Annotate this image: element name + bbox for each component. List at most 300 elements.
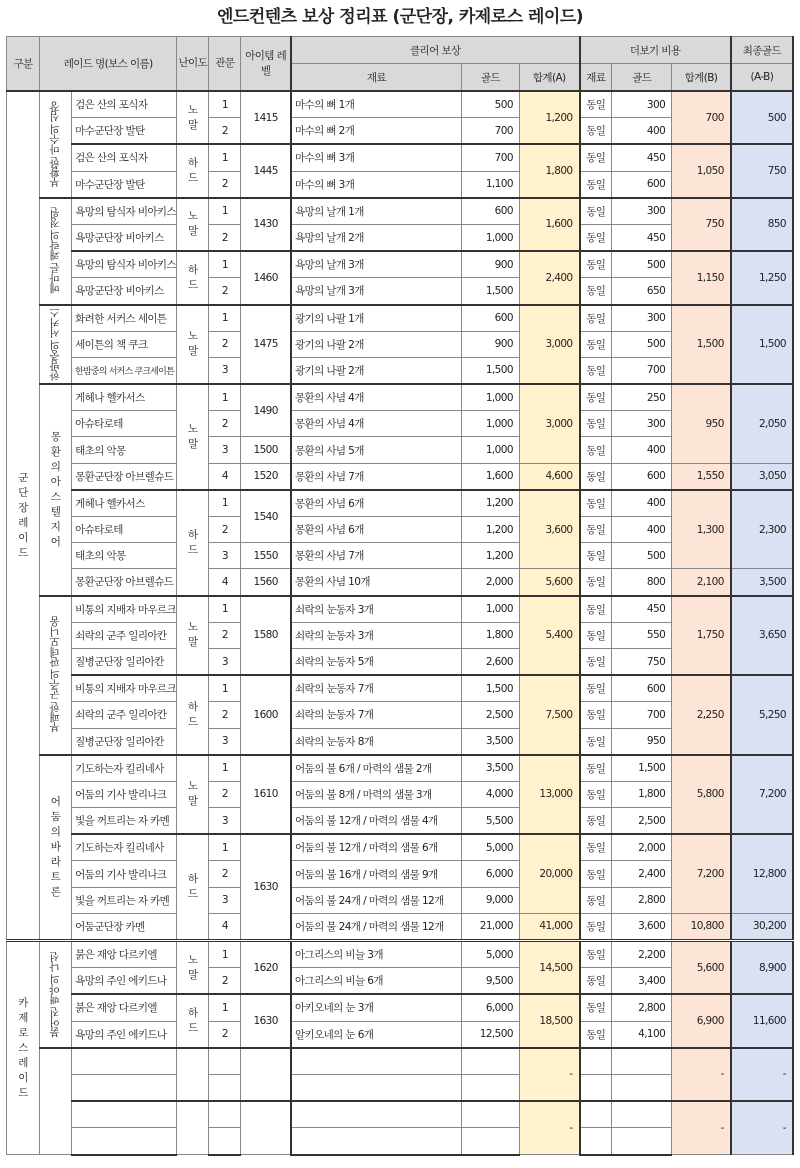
more-gold-cell: 950	[612, 728, 672, 755]
more-gold-cell	[612, 1074, 672, 1101]
more-gold-cell: 700	[612, 702, 672, 728]
more-material-cell: 동일	[580, 596, 612, 623]
boss-name: 쇠락의 군주 일리아칸	[72, 702, 177, 728]
item-level-cell: 1415	[241, 91, 291, 144]
difficulty-cell	[177, 305, 209, 385]
difficulty-label: 노말	[188, 103, 198, 131]
more-material-cell: 동일	[580, 887, 612, 913]
difficulty-label: 노말	[188, 330, 198, 358]
gold-cell: 4,000	[461, 781, 519, 807]
raid-name: 어둠의 바라트론	[50, 795, 61, 898]
table-row	[7, 1048, 794, 1075]
material-cell: 몽환의 사념 6개	[291, 517, 461, 543]
difficulty-label: 노말	[188, 422, 198, 450]
gate-cell: 1	[209, 596, 241, 623]
gate-cell: 3	[209, 887, 241, 913]
material-cell: 쇠락의 눈동자 7개	[291, 702, 461, 728]
final-gold-cell: -	[731, 1048, 793, 1101]
final-gold-cell: 5,250	[731, 675, 793, 755]
gold-cell: 900	[461, 251, 519, 278]
gate-cell	[209, 1074, 241, 1101]
material-cell	[291, 1128, 461, 1155]
gate-cell: 1	[209, 675, 241, 702]
gate-cell: 1	[209, 144, 241, 171]
more-gold-cell: 700	[612, 357, 672, 384]
table-row	[7, 384, 794, 411]
sum-b-cell: 750	[672, 198, 731, 251]
item-level-cell: 1560	[241, 569, 291, 596]
gate-cell: 2	[209, 622, 241, 648]
more-material-cell: 동일	[580, 171, 612, 198]
table-row	[7, 305, 794, 332]
gate-cell: 3	[209, 357, 241, 384]
final-gold-cell: 3,050	[731, 463, 793, 490]
table-row	[7, 198, 794, 225]
boss-name: 빛을 꺼트리는 자 카멘	[72, 887, 177, 913]
more-material-cell: 동일	[580, 278, 612, 305]
table-row	[7, 834, 794, 861]
material-cell: 쇠락의 눈동자 3개	[291, 596, 461, 623]
sum-b-cell: 2,250	[672, 675, 731, 755]
more-gold-cell: 400	[612, 490, 672, 517]
item-level-cell: 1550	[241, 543, 291, 569]
gate-cell: 1	[209, 490, 241, 517]
difficulty-cell	[177, 834, 209, 940]
more-gold-cell: 400	[612, 118, 672, 145]
more-material-cell: 동일	[580, 384, 612, 411]
more-material-cell: 동일	[580, 463, 612, 490]
sum-a-cell: 13,000	[519, 755, 579, 835]
more-gold-cell: 400	[612, 517, 672, 543]
sum-b-cell: 1,750	[672, 596, 731, 676]
more-material-cell: 동일	[580, 728, 612, 755]
material-cell: 몽환의 사념 5개	[291, 437, 461, 463]
item-level-cell: 1460	[241, 251, 291, 304]
boss-name: 빛을 꺼트리는 자 카멘	[72, 808, 177, 835]
table-row	[7, 755, 794, 782]
raid-name: 붉어진 백야의 나선	[49, 951, 62, 1038]
boss-name: 화려한 서커스 세이튼	[72, 305, 177, 332]
header-more-cost: 더보기 비용	[580, 37, 731, 64]
gate-cell: 2	[209, 411, 241, 437]
item-level-cell: 1540	[241, 490, 291, 543]
more-material-cell: 동일	[580, 781, 612, 807]
more-gold-cell: 650	[612, 278, 672, 305]
gold-cell: 600	[461, 305, 519, 332]
more-material-cell: 동일	[580, 490, 612, 517]
material-cell: 아그리스의 비늘 3개	[291, 941, 461, 968]
more-material-cell: 동일	[580, 569, 612, 596]
material-cell: 어둠의 불 8개 / 마력의 샘물 3개	[291, 781, 461, 807]
gold-cell	[461, 1048, 519, 1075]
material-cell: 욕망의 날개 1개	[291, 198, 461, 225]
more-gold-cell: 3,600	[612, 913, 672, 940]
final-gold-cell: 12,800	[731, 834, 793, 913]
gold-cell: 1,500	[461, 357, 519, 384]
gold-cell: 1,000	[461, 224, 519, 251]
difficulty-label: 노말	[188, 780, 198, 808]
table-row	[7, 994, 794, 1021]
more-material-cell: 동일	[580, 251, 612, 278]
boss-name	[72, 1101, 177, 1128]
material-cell: 어둠의 불 12개 / 마력의 샘물 6개	[291, 834, 461, 861]
more-material-cell: 동일	[580, 968, 612, 995]
more-material-cell: 동일	[580, 91, 612, 118]
difficulty-label: 하드	[188, 528, 198, 556]
boss-name: 어둠군단장 카멘	[72, 913, 177, 940]
material-cell: 몽환의 사념 10개	[291, 569, 461, 596]
boss-name: 욕망군단장 비아키스	[72, 224, 177, 251]
category-cell	[7, 941, 40, 1155]
header-item-level: 아이템 레벨	[241, 37, 291, 92]
gold-cell: 2,600	[461, 648, 519, 675]
gate-cell: 2	[209, 1021, 241, 1048]
gold-cell: 1,000	[461, 437, 519, 463]
difficulty-label: 노말	[188, 621, 198, 649]
more-gold-cell: 2,000	[612, 834, 672, 861]
gate-cell: 1	[209, 834, 241, 861]
gate-cell: 3	[209, 728, 241, 755]
table-row	[7, 675, 794, 702]
material-cell: 몽환의 사념 4개	[291, 411, 461, 437]
table-row	[7, 941, 794, 968]
difficulty-cell	[177, 596, 209, 676]
item-level-cell: 1610	[241, 755, 291, 835]
gold-cell: 700	[461, 118, 519, 145]
final-gold-cell: 30,200	[731, 913, 793, 940]
raid-name: 몽환의 아스텔지어	[50, 430, 61, 548]
header-gold2: 골드	[612, 64, 672, 92]
table-row	[7, 463, 794, 490]
header-raid-name: 레이드 명(보스 이름)	[40, 37, 177, 92]
more-gold-cell	[612, 1101, 672, 1128]
category-cell	[7, 91, 40, 941]
material-cell: 몽환의 사념 4개	[291, 384, 461, 411]
more-material-cell: 동일	[580, 517, 612, 543]
gate-cell: 2	[209, 702, 241, 728]
final-gold-cell: 8,900	[731, 941, 793, 995]
sum-b-cell: 1,150	[672, 251, 731, 304]
final-gold-cell: 500	[731, 91, 793, 144]
gate-cell: 1	[209, 941, 241, 968]
more-material-cell: 동일	[580, 224, 612, 251]
gate-cell: 2	[209, 781, 241, 807]
gold-cell	[461, 1074, 519, 1101]
raid-name: 한밤중의 서커스	[49, 307, 62, 381]
gate-cell: 2	[209, 278, 241, 305]
gold-cell: 5,000	[461, 941, 519, 968]
more-material-cell: 동일	[580, 437, 612, 463]
final-gold-cell: 1,250	[731, 251, 793, 304]
gold-cell: 700	[461, 144, 519, 171]
gold-cell: 2,500	[461, 702, 519, 728]
gate-cell: 3	[209, 437, 241, 463]
sum-a-cell: -	[519, 1101, 579, 1154]
material-cell: 욕망의 날개 3개	[291, 278, 461, 305]
header-difficulty: 난이도	[177, 37, 209, 92]
more-gold-cell: 300	[612, 305, 672, 332]
material-cell: 쇠락의 눈동자 3개	[291, 622, 461, 648]
reward-table	[6, 36, 794, 1156]
gate-cell: 2	[209, 968, 241, 995]
more-gold-cell: 400	[612, 437, 672, 463]
difficulty-label: 하드	[188, 263, 198, 291]
more-gold-cell: 300	[612, 91, 672, 118]
sum-a-cell: 20,000	[519, 834, 579, 913]
material-cell	[291, 1048, 461, 1075]
final-gold-cell: 11,600	[731, 994, 793, 1047]
material-cell: 광기의 나팔 2개	[291, 357, 461, 384]
difficulty-label: 하드	[188, 700, 198, 728]
gold-cell: 3,500	[461, 728, 519, 755]
more-gold-cell: 800	[612, 569, 672, 596]
gate-cell: 1	[209, 755, 241, 782]
more-gold-cell: 3,400	[612, 968, 672, 995]
boss-name: 한밤중의 서커스 쿠크세이튼	[72, 357, 177, 384]
final-gold-cell: -	[731, 1101, 793, 1154]
gate-cell	[209, 1128, 241, 1155]
item-level-cell: 1630	[241, 834, 291, 940]
gate-cell: 1	[209, 994, 241, 1021]
more-gold-cell: 450	[612, 596, 672, 623]
gold-cell	[461, 1128, 519, 1155]
item-level-cell	[241, 1101, 291, 1154]
header-final-gold: 최종골드	[731, 37, 793, 64]
category-label: 군단장 레이드	[18, 471, 28, 559]
gold-cell: 1,200	[461, 543, 519, 569]
more-material-cell: 동일	[580, 411, 612, 437]
sum-a-cell: 3,000	[519, 305, 579, 385]
more-gold-cell: 450	[612, 144, 672, 171]
more-material-cell: 동일	[580, 941, 612, 968]
final-gold-cell: 3,650	[731, 596, 793, 676]
gate-cell: 1	[209, 198, 241, 225]
sum-b-cell: 700	[672, 91, 731, 144]
gate-cell: 2	[209, 861, 241, 887]
material-cell: 욕망의 날개 2개	[291, 224, 461, 251]
difficulty-cell	[177, 490, 209, 596]
sum-b-cell: 950	[672, 384, 731, 463]
gold-cell: 1,200	[461, 517, 519, 543]
raid-name-cell	[40, 941, 72, 1048]
gate-cell: 1	[209, 384, 241, 411]
final-gold-cell: 1,500	[731, 305, 793, 385]
header-gold: 골드	[461, 64, 519, 92]
more-gold-cell: 500	[612, 331, 672, 357]
more-material-cell: 동일	[580, 834, 612, 861]
boss-name: 질병군단장 일리아칸	[72, 648, 177, 675]
sum-a-cell: 5,600	[519, 569, 579, 596]
header-gate: 관문	[209, 37, 241, 92]
more-material-cell: 동일	[580, 622, 612, 648]
table-row	[7, 1101, 794, 1128]
gold-cell: 600	[461, 198, 519, 225]
gold-cell: 9,000	[461, 887, 519, 913]
header-sum-b: 합계(B)	[672, 64, 731, 92]
boss-name	[72, 1074, 177, 1101]
raid-name-cell	[40, 91, 72, 198]
sum-b-cell: 1,500	[672, 305, 731, 385]
more-gold-cell: 2,500	[612, 808, 672, 835]
gate-cell: 1	[209, 305, 241, 332]
page-title: 엔드컨텐츠 보상 정리표 (군단장, 카제로스 레이드)	[216, 7, 584, 27]
difficulty-cell	[177, 994, 209, 1047]
item-level-cell: 1600	[241, 675, 291, 755]
sum-a-cell: 1,800	[519, 144, 579, 197]
raid-name: 부패한 군주의 판데모니움	[49, 617, 62, 733]
more-material-cell: 동일	[580, 913, 612, 940]
sum-a-cell: 4,600	[519, 463, 579, 490]
final-gold-cell: 3,500	[731, 569, 793, 596]
more-material-cell	[580, 1074, 612, 1101]
boss-name: 게헤나 헬카서스	[72, 490, 177, 517]
sum-a-cell: 1,600	[519, 198, 579, 251]
more-material-cell: 동일	[580, 1021, 612, 1048]
more-material-cell: 동일	[580, 808, 612, 835]
more-material-cell: 동일	[580, 861, 612, 887]
more-gold-cell: 450	[612, 224, 672, 251]
difficulty-cell	[177, 144, 209, 197]
boss-name: 쇠락의 군주 일리아칸	[72, 622, 177, 648]
boss-name: 마수군단장 발탄	[72, 118, 177, 145]
item-level-cell: 1520	[241, 463, 291, 490]
difficulty-label: 노말	[188, 210, 198, 238]
sum-b-cell: 1,550	[672, 463, 731, 490]
gold-cell	[461, 1101, 519, 1128]
material-cell: 어둠의 불 16개 / 마력의 샘물 9개	[291, 861, 461, 887]
more-gold-cell: 1,500	[612, 755, 672, 782]
final-gold-cell: 850	[731, 198, 793, 251]
sum-b-cell: 6,900	[672, 994, 731, 1047]
sum-a-cell: 18,500	[519, 994, 579, 1047]
gate-cell: 4	[209, 569, 241, 596]
gate-cell: 1	[209, 251, 241, 278]
boss-name: 아슈타로테	[72, 517, 177, 543]
table-row	[7, 596, 794, 623]
sum-b-cell: 1,050	[672, 144, 731, 197]
sum-a-cell: -	[519, 1048, 579, 1101]
more-gold-cell	[612, 1128, 672, 1155]
sum-b-cell: 2,100	[672, 569, 731, 596]
more-material-cell: 동일	[580, 118, 612, 145]
gate-cell: 3	[209, 648, 241, 675]
more-material-cell: 동일	[580, 144, 612, 171]
material-cell: 마수의 뼈 1개	[291, 91, 461, 118]
item-level-cell: 1430	[241, 198, 291, 251]
difficulty-cell	[177, 384, 209, 490]
gate-cell: 4	[209, 463, 241, 490]
boss-name: 붉은 재앙 다르키엘	[72, 994, 177, 1021]
more-gold-cell: 2,800	[612, 994, 672, 1021]
raid-name-cell	[40, 198, 72, 305]
sum-b-cell: 7,200	[672, 834, 731, 913]
difficulty-cell	[177, 251, 209, 304]
gold-cell: 6,000	[461, 994, 519, 1021]
boss-name: 기도하는자 킬리네사	[72, 755, 177, 782]
more-gold-cell	[612, 1048, 672, 1075]
material-cell: 광기의 나팔 1개	[291, 305, 461, 332]
material-cell	[291, 1074, 461, 1101]
boss-name	[72, 1128, 177, 1155]
gate-cell: 2	[209, 517, 241, 543]
more-material-cell: 동일	[580, 198, 612, 225]
header-material: 재료	[291, 64, 461, 92]
gate-cell: 2	[209, 171, 241, 198]
item-level-cell: 1445	[241, 144, 291, 197]
raid-name-cell	[40, 305, 72, 385]
boss-name: 태초의 악몽	[72, 543, 177, 569]
boss-name: 태초의 악몽	[72, 437, 177, 463]
item-level-cell: 1630	[241, 994, 291, 1047]
material-cell	[291, 1101, 461, 1128]
difficulty-cell	[177, 198, 209, 251]
more-gold-cell: 2,800	[612, 887, 672, 913]
boss-name	[72, 1048, 177, 1075]
gold-cell: 1,500	[461, 278, 519, 305]
gold-cell: 9,500	[461, 968, 519, 995]
boss-name: 세이튼의 책 쿠크	[72, 331, 177, 357]
gate-cell	[209, 1048, 241, 1075]
boss-name: 비통의 지배자 마우르크	[72, 596, 177, 623]
difficulty-cell	[177, 941, 209, 995]
item-level-cell: 1490	[241, 384, 291, 437]
boss-name: 기도하는자 킬리네사	[72, 834, 177, 861]
boss-name: 어둠의 기사 발리나크	[72, 781, 177, 807]
more-gold-cell: 600	[612, 463, 672, 490]
gold-cell: 1,000	[461, 384, 519, 411]
more-gold-cell: 2,400	[612, 861, 672, 887]
more-gold-cell: 500	[612, 543, 672, 569]
header-clear-reward: 클리어 보상	[291, 37, 580, 64]
gold-cell: 1,100	[461, 171, 519, 198]
more-gold-cell: 600	[612, 675, 672, 702]
material-cell: 어둠의 불 12개 / 마력의 샘물 4개	[291, 808, 461, 835]
boss-name: 아슈타로테	[72, 411, 177, 437]
item-level-cell: 1475	[241, 305, 291, 385]
gate-cell: 3	[209, 543, 241, 569]
raid-name-cell	[40, 755, 72, 941]
gold-cell: 12,500	[461, 1021, 519, 1048]
more-material-cell	[580, 1101, 612, 1128]
difficulty-label: 하드	[188, 873, 198, 901]
sum-b-cell: 5,800	[672, 755, 731, 835]
gold-cell: 5,500	[461, 808, 519, 835]
more-material-cell: 동일	[580, 543, 612, 569]
gold-cell: 5,000	[461, 834, 519, 861]
raid-name-cell	[40, 384, 72, 596]
more-material-cell: 동일	[580, 675, 612, 702]
table-row	[7, 913, 794, 940]
sum-a-cell: 7,500	[519, 675, 579, 755]
gold-cell: 1,600	[461, 463, 519, 490]
more-gold-cell: 2,200	[612, 941, 672, 968]
gold-cell: 3,500	[461, 755, 519, 782]
more-material-cell: 동일	[580, 331, 612, 357]
header-category: 구분	[7, 37, 40, 92]
gold-cell: 1,000	[461, 411, 519, 437]
more-material-cell: 동일	[580, 994, 612, 1021]
more-material-cell	[580, 1128, 612, 1155]
boss-name: 붉은 재앙 다르키엘	[72, 941, 177, 968]
raid-name-cell	[40, 596, 72, 755]
difficulty-cell	[177, 91, 209, 144]
table-row	[7, 144, 794, 171]
material-cell: 욕망의 날개 3개	[291, 251, 461, 278]
gate-cell: 1	[209, 91, 241, 118]
more-gold-cell: 600	[612, 171, 672, 198]
sum-a-cell: 1,200	[519, 91, 579, 144]
gold-cell: 1,800	[461, 622, 519, 648]
